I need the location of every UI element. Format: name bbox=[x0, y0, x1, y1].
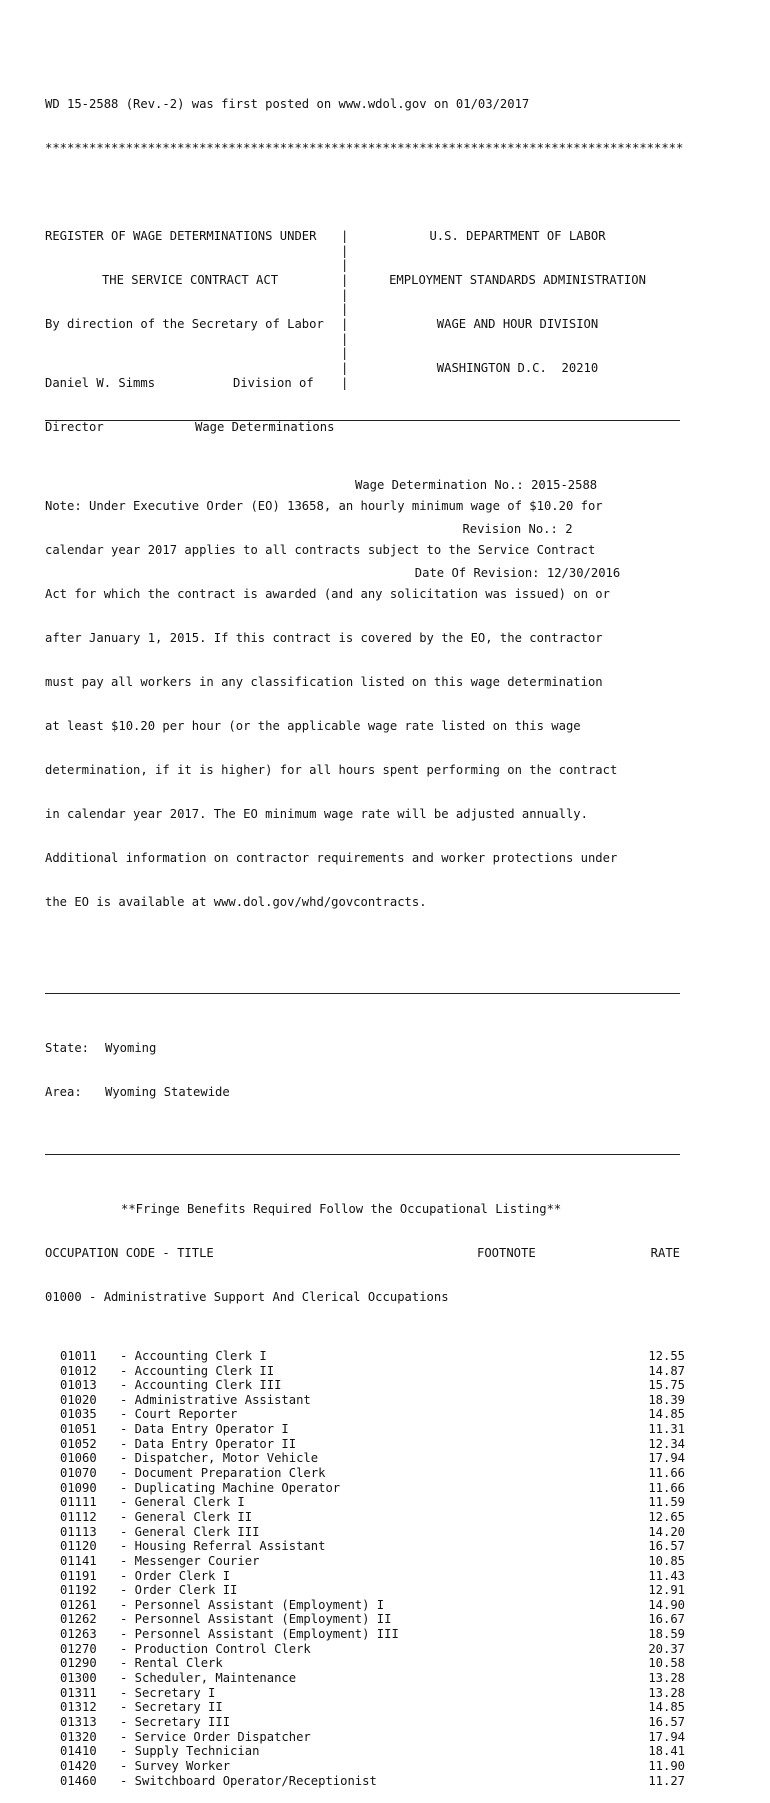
occupation-code: 01313 bbox=[60, 1714, 97, 1729]
table-row bbox=[60, 1598, 685, 1613]
occupation-code: 01320 bbox=[60, 1729, 97, 1744]
department-line-2: EMPLOYMENT STANDARDS ADMINISTRATION bbox=[389, 273, 646, 288]
state-line bbox=[45, 1041, 685, 1056]
table-row bbox=[60, 1378, 685, 1393]
occupation-title: - Document Preparation Clerk bbox=[120, 1466, 326, 1481]
occupation-title: - Switchboard Operator/Receptionist bbox=[120, 1773, 377, 1788]
occupation-rate: 12.55 bbox=[648, 1348, 685, 1363]
signer-name: Daniel W. Simms bbox=[45, 375, 156, 390]
occupation-title: - Secretary III bbox=[120, 1714, 231, 1729]
occupation-rate: 17.94 bbox=[648, 1729, 685, 1744]
occupation-code: 01141 bbox=[60, 1553, 97, 1568]
table-row bbox=[60, 1364, 685, 1379]
table-row bbox=[60, 1569, 685, 1584]
occupation-title: - Personnel Assistant (Employment) I bbox=[120, 1597, 385, 1612]
occupation-rate: 11.43 bbox=[648, 1568, 685, 1583]
occupation-rate: 14.20 bbox=[648, 1524, 685, 1539]
table-row bbox=[60, 1510, 685, 1525]
occupation-title: - Messenger Courier bbox=[120, 1553, 260, 1568]
table-row bbox=[60, 1583, 685, 1598]
occupation-rate: 11.66 bbox=[648, 1466, 685, 1481]
occupation-code: 01113 bbox=[60, 1524, 97, 1539]
column-code-title: OCCUPATION CODE - TITLE bbox=[45, 1246, 214, 1261]
occupation-rate: 13.28 bbox=[648, 1685, 685, 1700]
occupation-title: - Order Clerk I bbox=[120, 1568, 231, 1583]
occupation-code: 01111 bbox=[60, 1495, 97, 1510]
table-row bbox=[60, 1671, 685, 1686]
occupation-list bbox=[45, 1349, 685, 1788]
occupation-group: 01000 - Administrative Support And Clerical Occupations bbox=[45, 1290, 449, 1305]
register-block bbox=[45, 200, 341, 361]
table-row bbox=[60, 1481, 685, 1496]
state-label: State: bbox=[45, 1041, 90, 1056]
header-rule bbox=[45, 420, 680, 421]
occupation-title: - Personnel Assistant (Employment) III bbox=[120, 1627, 399, 1642]
occupation-title: - Accounting Clerk III bbox=[120, 1378, 282, 1393]
occupation-title: - General Clerk I bbox=[120, 1495, 245, 1510]
occupation-rate: 14.85 bbox=[648, 1407, 685, 1422]
occupation-code: 01263 bbox=[60, 1627, 97, 1642]
area-value: Wyoming Statewide bbox=[105, 1085, 230, 1100]
occupation-title: - Survey Worker bbox=[120, 1758, 231, 1773]
occupation-code: 01011 bbox=[60, 1348, 97, 1363]
occupation-title: - Accounting Clerk I bbox=[120, 1348, 267, 1363]
occupation-code: 01090 bbox=[60, 1480, 97, 1495]
occupation-rate: 16.57 bbox=[648, 1714, 685, 1729]
note-line: the EO is available at www.dol.gov/whd/govcontracts. bbox=[45, 894, 427, 909]
occupation-title: - Court Reporter bbox=[120, 1407, 238, 1422]
occupation-title: - Secretary II bbox=[120, 1700, 223, 1715]
occupation-rate: 11.66 bbox=[648, 1480, 685, 1495]
note-line: in calendar year 2017. The EO minimum wage rate will be adjusted annually. bbox=[45, 806, 588, 821]
occupation-rate: 11.27 bbox=[648, 1773, 685, 1788]
occupation-code: 01035 bbox=[60, 1407, 97, 1422]
occupation-code: 01410 bbox=[60, 1744, 97, 1759]
posted-line: WD 15-2588 (Rev.-2) was first posted on www.wdol.gov on 01/03/2017 bbox=[45, 97, 530, 112]
table-row bbox=[60, 1774, 685, 1789]
occupation-title: - Scheduler, Maintenance bbox=[120, 1671, 297, 1686]
occupation-title: - General Clerk II bbox=[120, 1509, 253, 1524]
occupation-code: 01051 bbox=[60, 1422, 97, 1437]
table-row bbox=[60, 1700, 685, 1715]
header-divider: | | | | | | | | | | | bbox=[341, 229, 349, 390]
occupation-title: - Supply Technician bbox=[120, 1744, 260, 1759]
occupation-rate: 11.31 bbox=[648, 1422, 685, 1437]
note-line: Additional information on contractor requirements and worker protections under bbox=[45, 850, 618, 865]
occupation-code: 01191 bbox=[60, 1568, 97, 1583]
occupation-rate: 18.59 bbox=[648, 1627, 685, 1642]
table-row bbox=[60, 1407, 685, 1422]
revision-number: Revision No.: 2 bbox=[462, 522, 573, 537]
division-line-1: Division of bbox=[233, 375, 314, 390]
table-row bbox=[60, 1525, 685, 1540]
occupation-code: 01270 bbox=[60, 1641, 97, 1656]
table-row bbox=[60, 1422, 685, 1437]
department-line-4: WASHINGTON D.C. 20210 bbox=[436, 361, 599, 376]
occupation-rate: 20.37 bbox=[648, 1641, 685, 1656]
department-line-1: U.S. DEPARTMENT OF LABOR bbox=[429, 229, 606, 244]
table-row bbox=[60, 1393, 685, 1408]
column-footnote: FOOTNOTE bbox=[477, 1246, 536, 1261]
wd-number: Wage Determination No.: 2015-2588 bbox=[355, 478, 598, 493]
occupation-code: 01312 bbox=[60, 1700, 97, 1715]
occupation-title: - Dispatcher, Motor Vehicle bbox=[120, 1451, 319, 1466]
note-line: calendar year 2017 applies to all contracts subject to the Service Contract bbox=[45, 543, 596, 558]
occupation-title: - Personnel Assistant (Employment) II bbox=[120, 1612, 392, 1627]
note-line: at least $10.20 per hour (or the applicable wage rate listed on this wage bbox=[45, 718, 581, 733]
wage-determination-document bbox=[45, 68, 685, 1803]
note-line: must pay all workers in any classification listed on this wage determination bbox=[45, 674, 603, 689]
table-row bbox=[60, 1437, 685, 1452]
location-rule bbox=[45, 1154, 680, 1155]
occupation-code: 01290 bbox=[60, 1656, 97, 1671]
occupation-rate: 12.34 bbox=[648, 1436, 685, 1451]
table-row bbox=[60, 1656, 685, 1671]
occupation-title: - Service Order Dispatcher bbox=[120, 1729, 311, 1744]
occupation-rate: 14.85 bbox=[648, 1700, 685, 1715]
occupation-title: - Administrative Assistant bbox=[120, 1392, 311, 1407]
note-line: determination, if it is higher) for all hours spent performing on the contract bbox=[45, 762, 618, 777]
occupation-rate: 14.87 bbox=[648, 1363, 685, 1378]
occupation-rate: 16.67 bbox=[648, 1612, 685, 1627]
column-rate: RATE bbox=[650, 1246, 680, 1261]
occupation-title: - Housing Referral Assistant bbox=[120, 1539, 326, 1554]
register-line-2: THE SERVICE CONTRACT ACT bbox=[101, 273, 279, 288]
occupation-code: 01262 bbox=[60, 1612, 97, 1627]
occupation-code: 01070 bbox=[60, 1466, 97, 1481]
signer-title: Director bbox=[45, 419, 104, 434]
department-line-3: WAGE AND HOUR DIVISION bbox=[436, 317, 599, 332]
occupation-code: 01261 bbox=[60, 1597, 97, 1612]
note-line: after January 1, 2015. If this contract is covered by the EO, the contractor bbox=[45, 630, 603, 645]
note-rule bbox=[45, 993, 680, 994]
revision-date: Date Of Revision: 12/30/2016 bbox=[414, 566, 621, 581]
occupation-title: - Rental Clerk bbox=[120, 1656, 223, 1671]
state-value: Wyoming bbox=[105, 1041, 157, 1056]
occupation-code: 01112 bbox=[60, 1509, 97, 1524]
occupation-rate: 10.58 bbox=[648, 1656, 685, 1671]
table-row bbox=[60, 1451, 685, 1466]
occupation-code: 01013 bbox=[60, 1378, 97, 1393]
occupation-title: - Data Entry Operator II bbox=[120, 1436, 297, 1451]
signature-block bbox=[45, 346, 341, 463]
occupation-rate: 11.90 bbox=[648, 1758, 685, 1773]
occupation-code: 01012 bbox=[60, 1363, 97, 1378]
table-row bbox=[60, 1466, 685, 1481]
table-column-headers bbox=[45, 1246, 685, 1261]
occupation-title: - General Clerk III bbox=[120, 1524, 260, 1539]
table-row bbox=[60, 1612, 685, 1627]
occupation-rate: 17.94 bbox=[648, 1451, 685, 1466]
table-row bbox=[60, 1730, 685, 1745]
note-line: Act for which the contract is awarded (and any solicitation was issued) on or bbox=[45, 587, 610, 602]
occupation-code: 01020 bbox=[60, 1392, 97, 1407]
occupation-code: 01420 bbox=[60, 1758, 97, 1773]
occupation-rate: 11.59 bbox=[648, 1495, 685, 1510]
table-row bbox=[60, 1495, 685, 1510]
occupation-rate: 18.41 bbox=[648, 1744, 685, 1759]
table-row bbox=[60, 1686, 685, 1701]
occupation-code: 01192 bbox=[60, 1583, 97, 1598]
table-row bbox=[60, 1715, 685, 1730]
occupation-title: - Data Entry Operator I bbox=[120, 1422, 289, 1437]
occupation-title: - Order Clerk II bbox=[120, 1583, 238, 1598]
occupation-title: - Production Control Clerk bbox=[120, 1641, 311, 1656]
table-row bbox=[60, 1554, 685, 1569]
fringe-notice: **Fringe Benefits Required Follow the Occupational Listing** bbox=[121, 1202, 562, 1217]
note-line: Note: Under Executive Order (EO) 13658, an hourly minimum wage of $10.20 for bbox=[45, 499, 603, 514]
table-row bbox=[60, 1759, 685, 1774]
table-row bbox=[60, 1539, 685, 1554]
register-line-3: By direction of the Secretary of Labor bbox=[45, 317, 324, 332]
occupation-title: - Secretary I bbox=[120, 1685, 216, 1700]
area-label: Area: bbox=[45, 1085, 82, 1100]
occupation-code: 01052 bbox=[60, 1436, 97, 1451]
occupation-rate: 14.90 bbox=[648, 1597, 685, 1612]
occupation-rate: 18.39 bbox=[648, 1392, 685, 1407]
division-line-2: Wage Determinations bbox=[195, 419, 335, 434]
occupation-title: - Accounting Clerk II bbox=[120, 1363, 275, 1378]
star-divider: *************************************************************************************** bbox=[45, 141, 684, 156]
occupation-rate: 16.57 bbox=[648, 1539, 685, 1554]
occupation-rate: 13.28 bbox=[648, 1671, 685, 1686]
occupation-code: 01460 bbox=[60, 1773, 97, 1788]
register-line-1: REGISTER OF WAGE DETERMINATIONS UNDER bbox=[45, 229, 317, 244]
table-row bbox=[60, 1744, 685, 1759]
table-row bbox=[60, 1349, 685, 1364]
occupation-title: - Duplicating Machine Operator bbox=[120, 1480, 341, 1495]
occupation-rate: 15.75 bbox=[648, 1378, 685, 1393]
occupation-rate: 12.91 bbox=[648, 1583, 685, 1598]
occupation-rate: 10.85 bbox=[648, 1553, 685, 1568]
occupation-rate: 12.65 bbox=[648, 1509, 685, 1524]
occupation-code: 01300 bbox=[60, 1671, 97, 1686]
area-line bbox=[45, 1085, 685, 1100]
occupation-code: 01120 bbox=[60, 1539, 97, 1554]
table-row bbox=[60, 1627, 685, 1642]
occupation-code: 01311 bbox=[60, 1685, 97, 1700]
table-row bbox=[60, 1642, 685, 1657]
occupation-code: 01060 bbox=[60, 1451, 97, 1466]
